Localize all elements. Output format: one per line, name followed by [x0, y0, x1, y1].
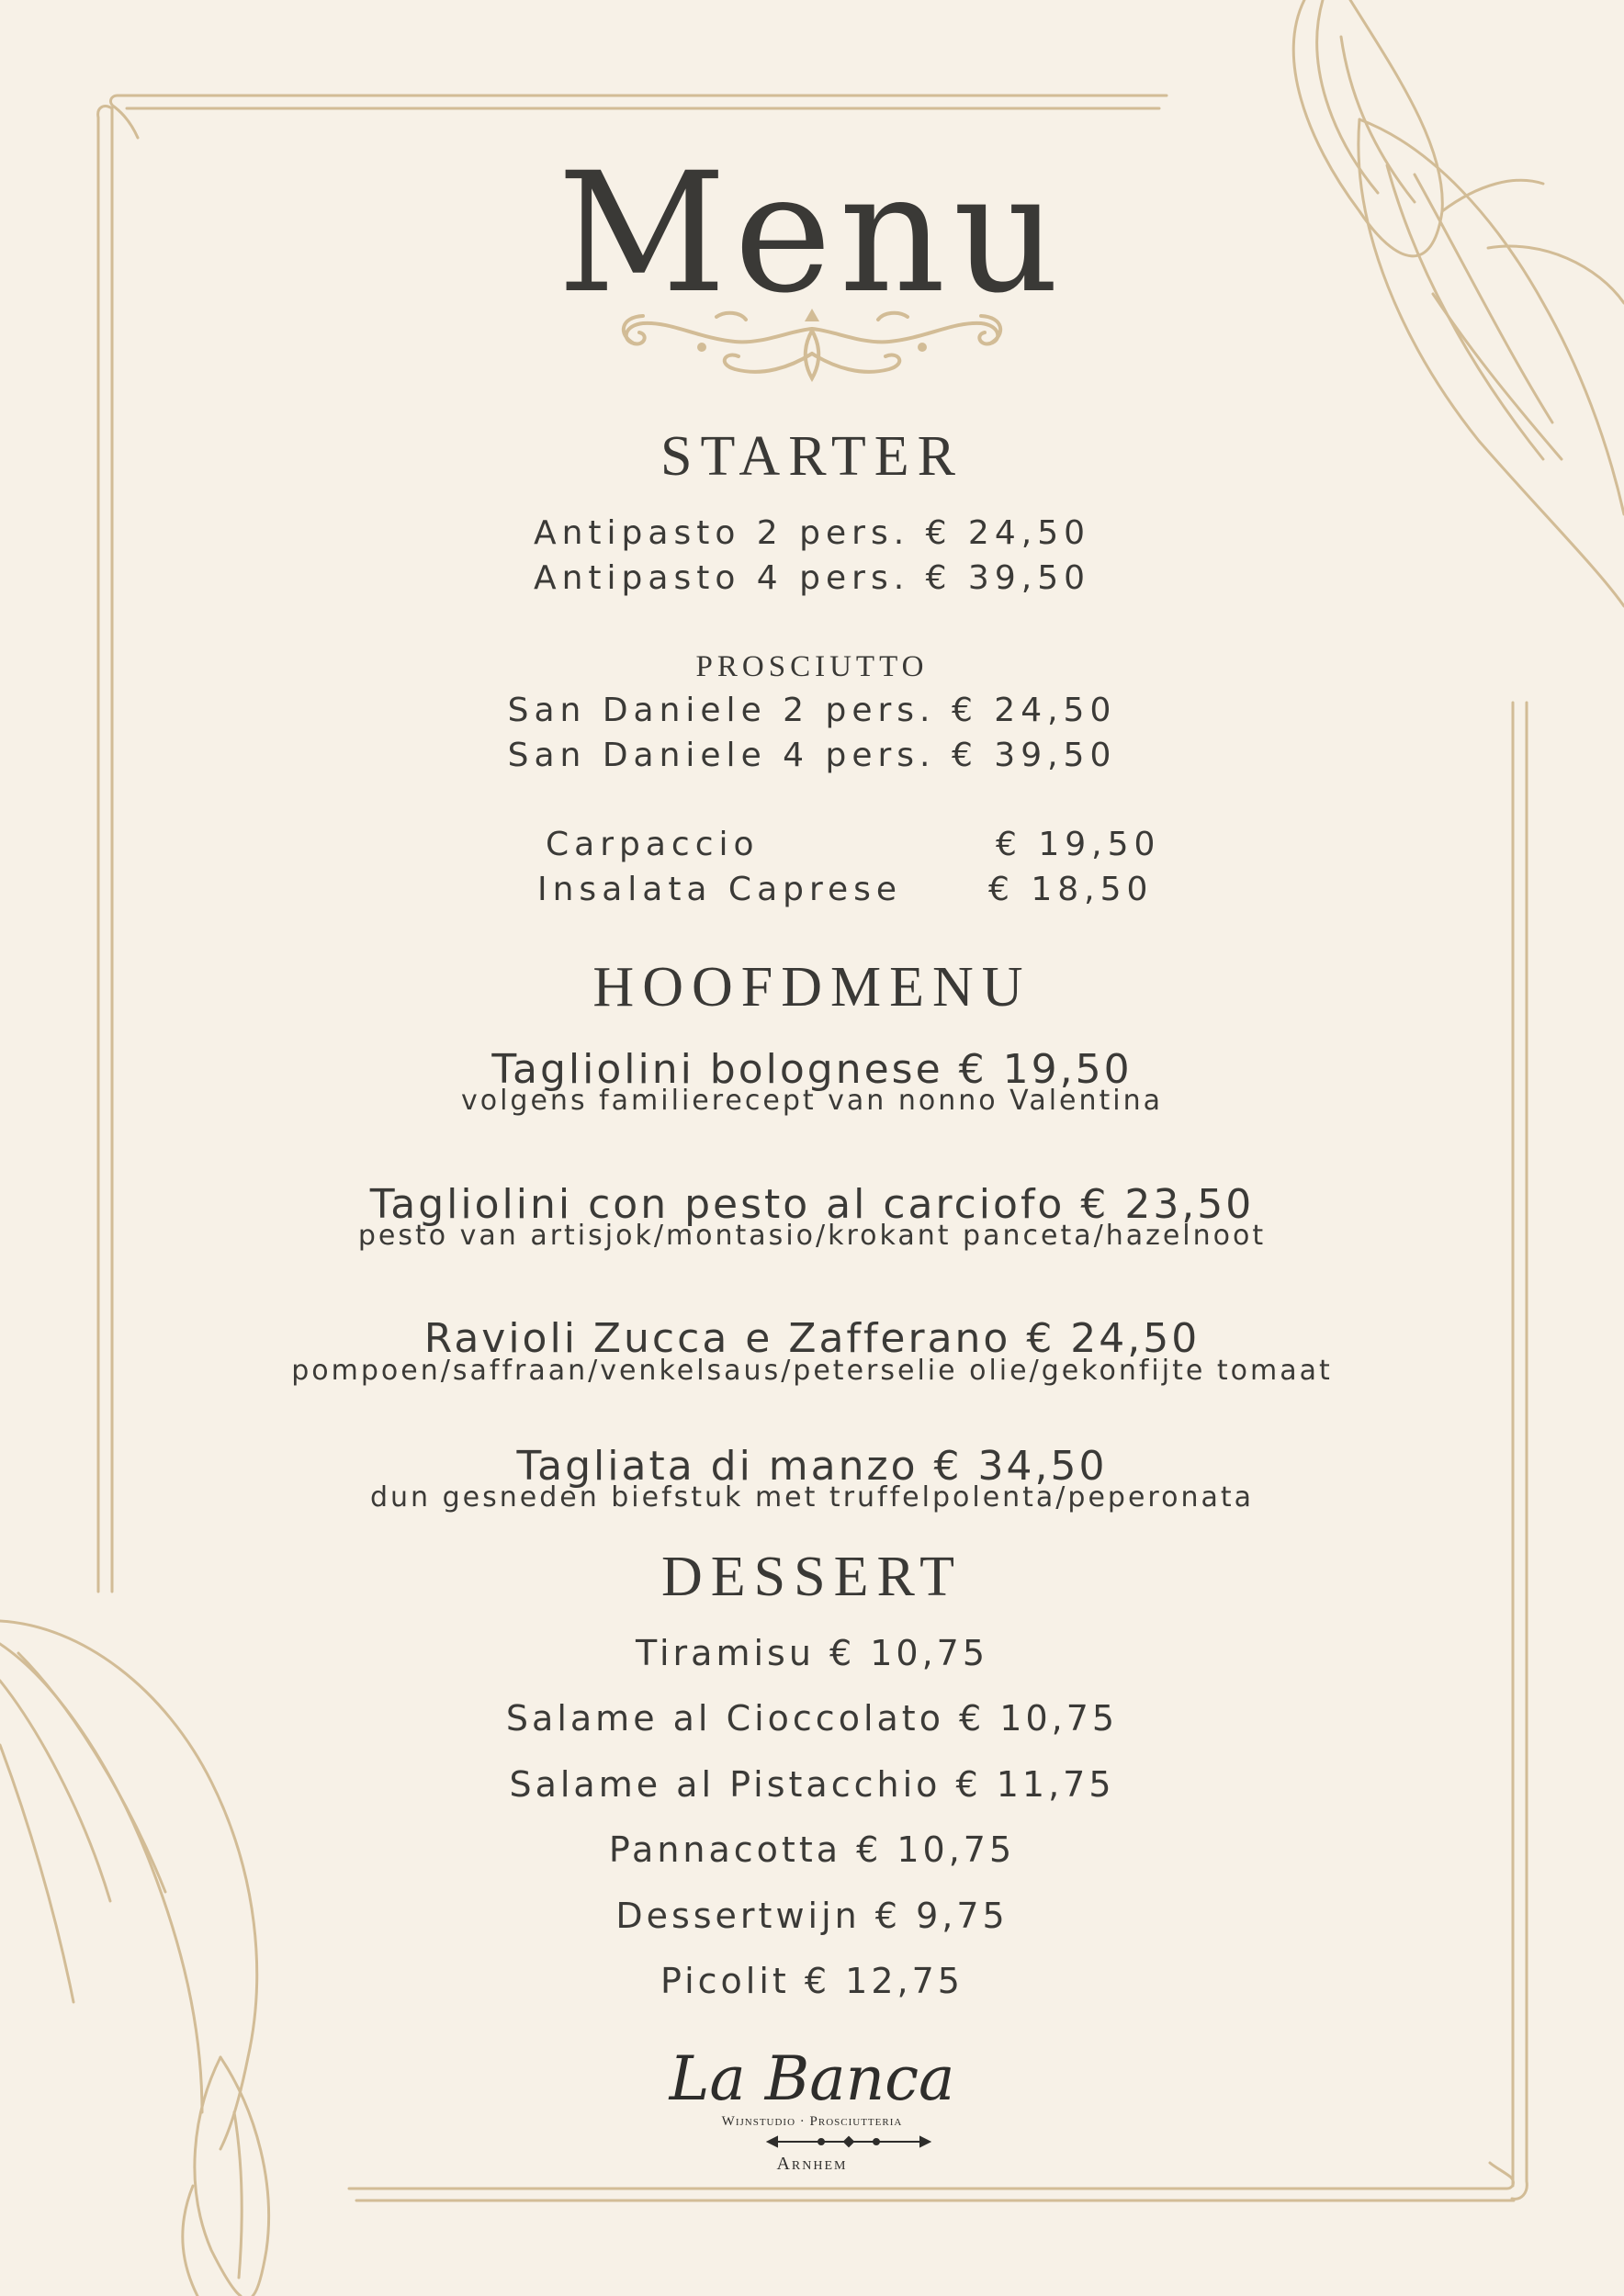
dessert-item: Salame al Pistacchio € 11,75 [509, 1764, 1115, 1805]
logo-tagline: Wijnstudio · Prosciutteria [721, 2114, 903, 2129]
prosciutto-item: San Daniele 4 pers. € 39,50 [507, 737, 1117, 774]
extra-item-name: Carpaccio [546, 826, 760, 863]
starter-item: Antipasto 4 pers. € 39,50 [533, 559, 1090, 597]
section-heading-starter: STARTER [660, 425, 964, 488]
menu-title: Menu [557, 138, 1067, 330]
main-dish-name: Tagliolini bolognese € 19,50 [491, 1046, 1133, 1093]
logo-divider-icon [766, 2133, 931, 2151]
dessert-item: Picolit € 12,75 [660, 1961, 964, 2001]
subheading-prosciutto: PROSCIUTTO [695, 650, 929, 683]
main-dish-description: pesto van artisjok/montasio/krokant panceta/hazelnoot [357, 1220, 1267, 1252]
prosciutto-item: San Daniele 2 pers. € 24,50 [507, 692, 1117, 729]
extra-item-price: € 19,50 [996, 826, 1161, 863]
main-dish-description: pompoen/saffraan/venkelsaus/peterselie olie/gekonfijte tomaat [291, 1355, 1333, 1387]
dessert-item: Pannacotta € 10,75 [608, 1829, 1016, 1870]
extra-item-name: Insalata Caprese [537, 871, 903, 908]
logo-city: Arnhem [776, 2154, 848, 2174]
main-dish-name: Tagliolini con pesto al carciofo € 23,50 [369, 1181, 1255, 1228]
main-dish-description: volgens familierecept van nonno Valentina [460, 1085, 1164, 1117]
dessert-item: Dessertwijn € 9,75 [615, 1896, 1009, 1936]
dessert-item: Salame al Cioccolato € 10,75 [505, 1698, 1119, 1739]
starter-item: Antipasto 2 pers. € 24,50 [533, 514, 1090, 552]
main-dish-description: dun gesneden biefstuk met truffelpolenta/peperonata [369, 1481, 1254, 1514]
section-heading-dessert: DESSERT [661, 1546, 963, 1608]
section-heading-hoofdmenu: HOOFDMENU [592, 956, 1032, 1019]
extra-item-price: € 18,50 [988, 871, 1154, 908]
dessert-item: Tiramisu € 10,75 [635, 1633, 989, 1673]
logo-name: La Banca [669, 2043, 955, 2114]
main-dish-name: Ravioli Zucca e Zafferano € 24,50 [423, 1315, 1201, 1362]
main-dish-name: Tagliata di manzo € 34,50 [516, 1443, 1108, 1490]
